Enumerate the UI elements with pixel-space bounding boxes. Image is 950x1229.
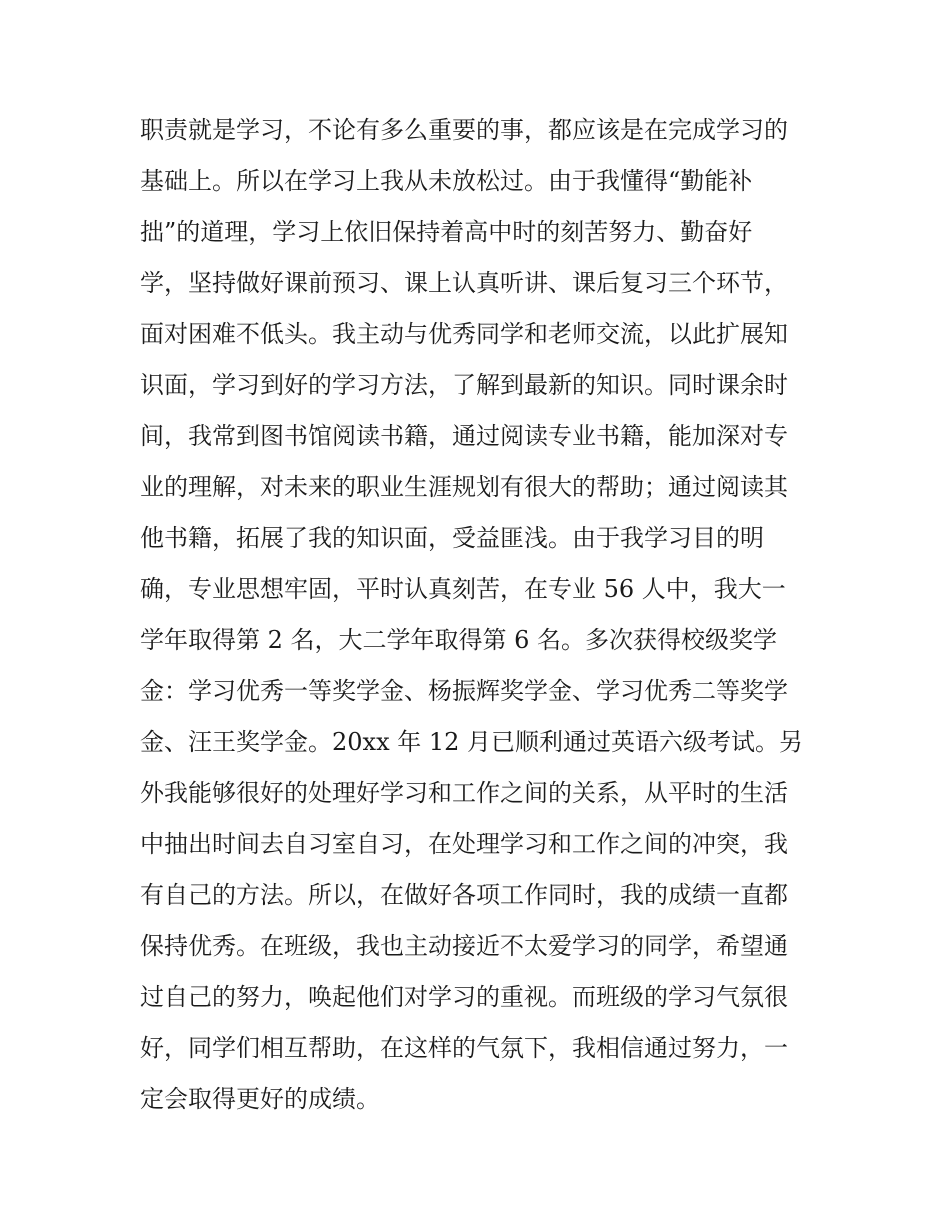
text-line: 面对困难不低头。我主动与优秀同学和老师交流，以此扩展知	[140, 320, 788, 348]
text-line: 中抽出时间去自习室自习，在处理学习和工作之间的冲突，我	[140, 830, 788, 858]
text-line: 间，我常到图书馆阅读书籍，通过阅读专业书籍，能加深对专	[140, 422, 788, 450]
text-line: 过自己的努力，唤起他们对学习的重视。而班级的学习气氛很	[140, 983, 788, 1011]
text-line: 学年取得第 2 名，大二学年取得第 6 名。多次获得校级奖学	[140, 626, 778, 654]
text-line: 确，专业思想牢固，平时认真刻苦，在专业 56 人中，我大一	[140, 575, 786, 603]
text-line: 基础上。所以在学习上我从未放松过。由于我懂得“勤能补	[140, 167, 753, 195]
text-line: 学，坚持做好课前预习、课上认真听讲、课后复习三个环节，	[140, 269, 788, 297]
text-line: 他书籍，拓展了我的知识面，受益匪浅。由于我学习目的明	[140, 524, 764, 552]
text-line: 拙”的道理，学习上依旧保持着高中时的刻苦努力、勤奋好	[140, 218, 753, 246]
text-line: 好，同学们相互帮助，在这样的气氛下，我相信通过努力，一	[140, 1034, 788, 1062]
text-line: 识面，学习到好的学习方法，了解到最新的知识。同时课余时	[140, 371, 788, 399]
text-line: 业的理解，对未来的职业生涯规划有很大的帮助；通过阅读其	[140, 473, 788, 501]
text-line: 金、汪王奖学金。20xx 年 12 月已顺利通过英语六级考试。另	[140, 728, 804, 756]
body-paragraph	[140, 107, 820, 1127]
text-line: 金：学习优秀一等奖学金、杨振辉奖学金、学习优秀二等奖学	[140, 677, 788, 705]
text-line: 保持优秀。在班级，我也主动接近不太爱学习的同学，希望通	[140, 932, 788, 960]
text-line: 定会取得更好的成绩。	[140, 1085, 380, 1113]
text-line: 职责就是学习，不论有多么重要的事，都应该是在完成学习的	[140, 116, 788, 144]
text-line: 外我能够很好的处理好学习和工作之间的关系，从平时的生活	[140, 779, 788, 807]
text-line: 有自己的方法。所以，在做好各项工作同时，我的成绩一直都	[140, 881, 788, 909]
